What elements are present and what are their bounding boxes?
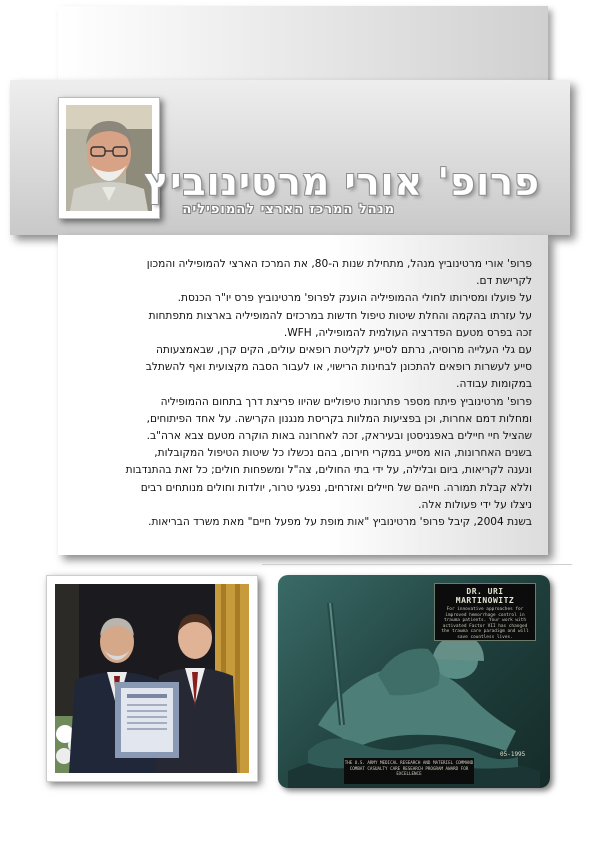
bio-line: ונענה לקריאות, ביום ובלילה, על ידי בתי החולים, צה"ל ומשפחות חולים; כל זאת בהתנדבות xyxy=(125,464,532,477)
bio-line: ומחלות דמם אחרות, וכן בפציעות המלוות בקריסת מנגנון הקרישה. על אחד הפיתוחים, xyxy=(146,412,532,425)
bio-line: עם גלי העלייה מרוסיה, נרתם לסייע לקליטת רופאים עולים, הקים קרן, שבאמצעותה xyxy=(156,344,532,357)
bio-line: זכה בפרס מטעם הפדרציה העולמית להמופיליה, WFH. xyxy=(283,326,532,339)
ceremony-illustration xyxy=(55,584,249,773)
bio-line: פרופ' אורי מרטינוביץ מנהל, מתחילת שנות ה-80, את המרכז הארצי להמופיליה והמכון xyxy=(146,258,532,270)
bio-line: לקרישת דם. xyxy=(476,275,532,288)
bio-line: בשנת 2004, קיבל פרופ' מרטינוביץ "אות מופת על מפעל חיים" מאת משרד הבריאות. xyxy=(148,516,532,529)
plaque-description: For innovative approaches for improved hemorrhage control in trauma patients. Your work with activated Factor VII has changed the trauma care paradigm and will save countless lives. xyxy=(441,607,529,640)
bio-line: במקומות עבודה. xyxy=(456,378,532,391)
bio-line: על עזרתו בהקמה והחלת שיטות טיפול חדשות במרכזים להמופיליה בארצות מתפתחות xyxy=(148,309,532,322)
bio-line: פרופ' מרטינוביץ פיתח מספר פתרונות טיפוליים שהיוו פריצת דרך בתחום ההמופיליה xyxy=(160,395,532,408)
bio-line: שהציל חיי חיילים באפגניסטן ובעיראק, זכה לאחרונה באות הוקרה מטעם צבא ארה"ב. xyxy=(146,430,532,443)
plaque-bottom-plate: THE U.S. ARMY MEDICAL RESEARCH AND MATERIEL COMMAND COMBAT CASUALTY CARE RESEARCH PROGRAM AWARD FOR EXCELLENCE xyxy=(344,758,474,784)
page-subtitle: מנהל המרכז הארצי להמופיליה xyxy=(182,202,395,217)
bio-line: וללא קבלת תמורה. חייהם של חיילים ואזרחים, נפגעי טרור, יולדות וחולים מנותחים רבים xyxy=(140,481,532,494)
bio-line: ניצלו על ידי פעולות אלה. xyxy=(418,498,532,511)
section-divider xyxy=(262,564,572,565)
plaque-name: DR. URI MARTINOWITZ xyxy=(455,587,515,605)
bio-text xyxy=(72,256,532,531)
plaque-name-plate xyxy=(434,583,536,641)
portrait-illustration xyxy=(66,105,152,211)
award-ceremony-photo xyxy=(46,575,258,782)
bio-line: סייע לעשרות רופאים להתכונן לבחינות הרישוי, או לעבור הסבה מקצועית ואף להשתלב xyxy=(145,361,532,374)
plaque-serial: 05-1995 xyxy=(500,751,526,758)
top-tab-panel xyxy=(58,6,548,86)
bio-line: בשנים האחרונות, הוא מסייע במקרי חירום, בהם נכשלו כל שיטות הטיפול המקובלות, xyxy=(154,447,532,460)
army-award-plaque xyxy=(278,575,550,788)
page-title: פרופ' אורי מרטינוביץ xyxy=(144,160,540,204)
bio-line: על פועלו ומסירותו לחולי ההמופיליה הוענק לפרופ' מרטינוביץ פרס יו"ר הכנסת. xyxy=(177,292,532,305)
